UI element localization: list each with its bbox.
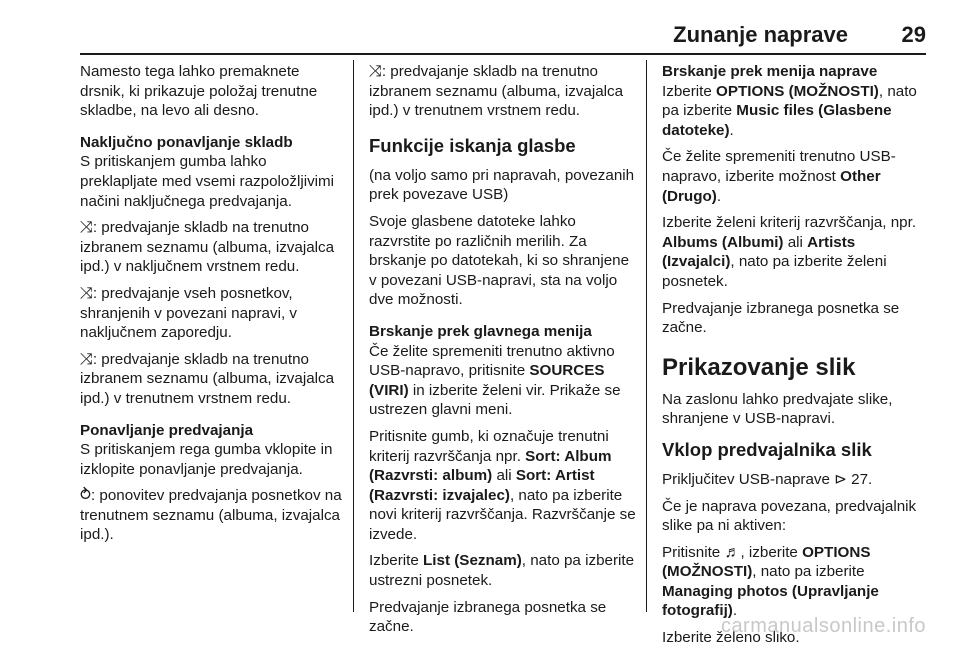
heading-browse-device-menu: Brskanje prek menija naprave: [662, 63, 878, 80]
shuffle-group-icon: ⤨: [369, 63, 382, 80]
shuffle-item-group: ⤨: predvajanje skladb na trenutno izbranem seznamu (albuma, izvajalca ipd.) v trenutnem vrstnem redu.: [80, 350, 335, 407]
repeat-item: ⥁: ponovitev predvajanja posnetkov na trenutnem seznamu (albuma, izvajalca ipd.).: [80, 487, 342, 544]
column-divider-1: [353, 60, 354, 612]
paragraph: S pritiskanjem gumba lahko preklapljate med vsemi razpoložljivimi načini naključnega predvajanja.: [80, 153, 335, 210]
paragraph: Pritisnite gumb, ki označuje trenutni kriterij razvrščanja npr. Sort: Album (Razvrsti: album) ali Sort: Artist (Razvrsti: izvajalec), nato pa izberite novi kriterij razvrščanja. Razvrščanje se izvede.: [369, 427, 636, 543]
heading-random-repeat: Naključno ponavljanje skladb: [80, 133, 293, 151]
heading-image-viewer-on: Vklop predvajalnika slik: [662, 438, 872, 460]
paragraph: Pritisnite ♬, izberite OPTIONS (MOŽNOSTI), nato pa izberite Managing photos (Upravljanje fotografij).: [662, 543, 879, 620]
paragraph: Priključitev USB-naprave ⊳ 27.: [662, 470, 873, 488]
shuffle-icon: ⤨: [80, 219, 93, 237]
column-divider-2: [646, 60, 647, 612]
page-title: Zunanje naprave: [673, 22, 848, 47]
repeat-icon: ⥁: [80, 487, 91, 505]
paragraph: Namesto tega lahko premaknete drsnik, ki prikazuje položaj trenutne skladbe, na levo ali desno.: [80, 63, 318, 120]
column-middle: [369, 62, 637, 644]
paragraph: Predvajanje izbranega posnetka se začne.: [369, 598, 607, 636]
shuffle-item-current-list: ⤨: predvajanje skladb na trenutno izbranem seznamu (albuma, izvajalca ipd.) v naključnem vrstnem redu.: [80, 219, 335, 276]
header-rule: [80, 53, 926, 55]
heading-repeat: Ponavljanje predvajanja: [80, 421, 254, 439]
paragraph: Predvajanje izbranega posnetka se začne.: [662, 299, 900, 337]
paragraph: Če želite spremeniti trenutno USB-napravo, izberite možnost Other (Drugo).: [662, 148, 896, 205]
paragraph: Svoje glasbene datoteke lahko razvrstite po različnih merilih. Za brskanje po datotekah, ki so shranjene v povezani USB-napravi, sta na voljo dve možnosti.: [369, 212, 630, 309]
shuffle-all-icon: ⤨: [80, 284, 93, 302]
paragraph: Izberite List (Seznam), nato pa izberite ustrezni posnetek.: [369, 552, 635, 590]
shuffle-item-group-ordered: ⤨: predvajanje skladb na trenutno izbranem seznamu (albuma, izvajalca ipd.) v trenutnem vrstnem redu.: [369, 63, 624, 120]
paragraph: Izberite želeno sliko.: [662, 629, 800, 647]
music-note-icon: ♬: [724, 543, 741, 561]
column-left: [80, 62, 348, 552]
page-header: [0, 0, 960, 56]
paragraph: Če želite spremeniti trenutno aktivno USB-napravo, pritisnite SOURCES (VIRI) in izberite želeni vir. Prikaže se ustrezen glavni meni.: [369, 342, 621, 419]
paragraph: Izberite želeni kriterij razvrščanja, npr. Albums (Albumi) ali Artists (Izvajalci), nato pa izberite želeni posnetek.: [662, 214, 917, 290]
heading-browse-main-menu: Brskanje prek glavnega menija: [369, 322, 592, 340]
watermark: carmanualsonline.info: [720, 615, 926, 637]
shuffle-item-all: ⤨: predvajanje vseh posnetkov, shranjenih v povezani napravi, v naključnem zaporedju.: [80, 284, 297, 342]
shuffle-group-icon: ⤨: [80, 350, 93, 368]
page-number: 29: [901, 22, 926, 47]
heading-show-images: Prikazovanje slik: [662, 353, 856, 381]
paragraph: Na zaslonu lahko predvajate slike, shranjene v USB-napravi.: [662, 390, 893, 428]
column-right: [662, 62, 930, 655]
paragraph: Če je naprava povezana, predvajalnik slike pa ni aktiven:: [662, 497, 917, 535]
paragraph: Izberite OPTIONS (MOŽNOSTI), nato pa izberite Music files (Glasbene datoteke).: [662, 82, 917, 139]
heading-music-search: Funkcije iskanja glasbe: [369, 134, 576, 156]
paragraph: S pritiskanjem rega gumba vklopite in izklopite ponavljanje predvajanja.: [80, 441, 333, 478]
page-ref-icon: ⊳: [834, 470, 847, 488]
paragraph: (na voljo samo pri napravah, povezanih prek povezave USB): [369, 166, 635, 204]
